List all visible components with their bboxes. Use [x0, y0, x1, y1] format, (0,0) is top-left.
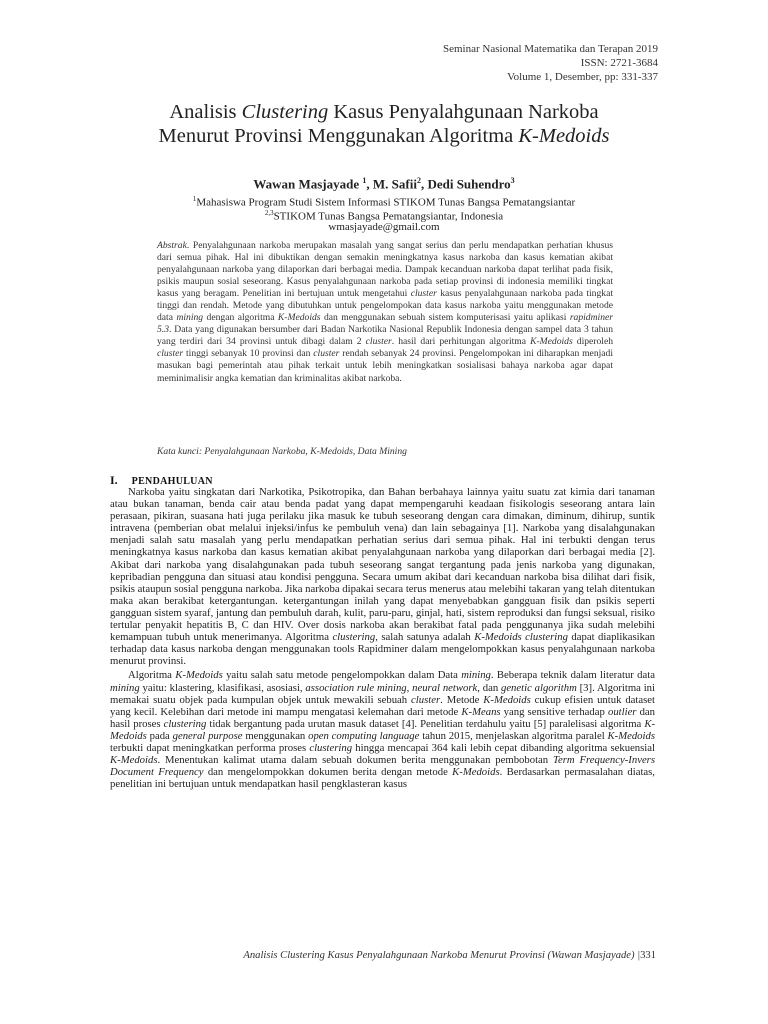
author-email: wmasjayade@gmail.com: [328, 221, 440, 233]
page-number: 331: [640, 950, 656, 961]
conference-name: Seminar Nasional Matematika dan Terapan 2019: [443, 43, 658, 55]
author-list: Wawan Masjayade $^1$, M. Safii$^2$, Dedi Suhendro$^3$: [253, 176, 515, 192]
section-heading: I. PENDAHULUAN: [110, 473, 213, 487]
page-footer: [243, 950, 656, 961]
keywords: Kata kunci: Penyalahgunaan Narkoba, K-Medoids, Data Mining: [157, 446, 407, 457]
abstract: Abstrak. Penyalahgunaan narkoba merupakan masalah yang sangat serius dan perlu mendapatkan perhatian khusus dari semua pihak. Hal ini dibuktikan dengan semakin meningkatnya kasus narkoba dan kasus kematian akibat penyalahgunaan narkoba yang dilaporkan dari berbagai media. Dampak kecanduan narkoba dapat terlihat pada fisik, psikis maupun sosial seseorang. Kasus penyalahgunaan narkoba pada setiap provinsi di indonesia memiliki tingkat kasus yang beragam. Penelitian ini bertujuan untuk mengetahui cluster kasus penyalahgunaan narkoba pada tingkat tinggi dan rendah. Metode yang dibutuhkan untuk pengelompokan data kasus narkoba yaitu menggunakan metode data mining dengan algoritma K-Medoids dan menggunakan sebuah sistem komputerisasi yaitu aplikasi rapidminer 5.3. Data yang digunakan bersumber dari Badan Narkotika Nasional Republik Indonesia dengan sampel data 3 tahun yang terdiri dari 34 provinsi untuk dibagi dalam 2 cluster. hasil dari perhitungan algoritma K-Medoids diperoleh cluster tinggi sebanyak 10 provinsi dan cluster rendah sebanyak 24 provinsi. Pengelompokan ini diharapkan menjadi masukan bagi pemerintah atau pihak terkait untuk lebih meningkatkan sosialisasi bahaya narkoba agar dapat meminimalisir angka kematian dan kriminalitas akibat narkoba.: [157, 240, 614, 384]
volume-info: Volume 1, Desember, pp: 331-337: [507, 71, 658, 83]
introduction-body: [110, 486, 655, 790]
affiliation-1: $^1$Mahasiswa Program Studi Sistem Informasi STIKOM Tunas Bangsa Pematangsiantar: [192, 195, 576, 209]
affiliation-2: $^{2,3}$STIKOM Tunas Bangsa Pematangsiantar, Indonesia: [264, 209, 504, 223]
conference-header: [443, 42, 658, 84]
paragraph: Narkoba yaitu singkatan dari Narkotika, Psikotropika, dan Bahan berbahaya lainnya yaitu suatu zat kimia dari tanaman atau bukan tanaman, benda cair atau benda padat yang dapat mempengaruhi keadaan fisikologis seseorang antara lain perasaan, pikiran, suasana hati juga perilaku jika masuk ke tubuh seseorang dengan cara dimakan, diminum, dihirup, suntik intravena (pemberian obat melalui injeksi/infus ke pembuluh vena) dan lain sebagainya [1]. Narkoba yang disalahgunakan menjadi salah satu masalah yang perlu mendapatkan perhatian serius dari semua pihak. Hal ini terbukti dengan terus meningkatnya kasus narkoba dan kasus kematian akibat penyalahgunaan narkoba yang dilaporkan dari berbagai media [2]. Akibat dari narkoba yang disalahgunakan pada tubuh seseorang sangat tergantung pada jenis narkoba yang digunakan, kepribadian pengguna dan situasi atau kondisi pengguna. Secara umum akibat dari kecanduan narkoba bisa dilihat dari fisik, psikis ataupun sosial pengguna narkoba. Jika narkoba dipakai secara terus menerus atau melebihi takaran yang telah ditentukan maka akan berakibat ketergantungan. ketergantungan inilah yang dapat menyebabkan gangguan fisik dan psikis seperti gangguan sistem syaraf, jantung dan pembuluh darah, kulit, paru-paru, ginjal, hati, sistem reproduksi dan fungsi seksual, risiko tertular penyakit hepatitis B, C dan HIV. Over dosis narkoba akan berakibat fatal pada penggunanya jika sudah melebihi kemampuan tubuh untuk menerimanya. Algoritma clustering, salah satunya adalah K-Medoids clustering dapat diaplikasikan terhadap data kasus narkoba dengan menggunakan tools Rapidminer dalam mengelompokkan kasus penyalahgunaan narkoba menurut provinsi.: [110, 486, 655, 668]
paragraph: Algoritma K-Medoids yaitu salah satu metode pengelompokkan dalam Data mining. Beberapa teknik dalam literatur data mining yaitu: klastering, klasifikasi, asosiasi, association rule mining, neural network, dan genetic algorithm [3]. Algoritma ini memakai suatu objek pada kumpulan objek untuk mewakili sebuah cluster. Metode K-Medoids cukup efisien untuk dataset yang kecil. Kelebihan dari metode ini mampu mengatasi kelemahan dari metode K-Means yang sensitive terhadap outlier dan hasil proses clustering tidak bergantung pada urutan masuk dataset [4]. Penelitian terdahulu yaitu [5] paralelisasi algoritma K-Medoids pada general purpose menggunakan open computing language tahun 2015, menjelaskan algoritma paralel K-Medoids terbukti dapat meningkatkan performa proses clustering hingga mencapai 364 kali lebih cepat dibanding algoritma sekuensial K-Medoids. Menentukan kalimat utama dalam sebuah dokumen berita menggunakan pembobotan Term Frequency-Invers Document Frequency dan mengelompokkan dokumen berita dengan metode K-Medoids. Berdasarkan permasalahan diatas, penelitian ini bertujuan untuk mendapatkan hasil pengklasteran kasus: [110, 669, 656, 791]
paper-title: Analisis Clustering Kasus Penyalahgunaan Narkoba Menurut Provinsi Menggunakan Algoritma K-Medoids: [158, 101, 610, 147]
issn: ISSN: 2721-3684: [580, 57, 658, 69]
footer-running-title: Analisis Clustering Kasus Penyalahgunaan Narkoba Menurut Provinsi (Wawan Masjayade) |: [243, 950, 641, 961]
